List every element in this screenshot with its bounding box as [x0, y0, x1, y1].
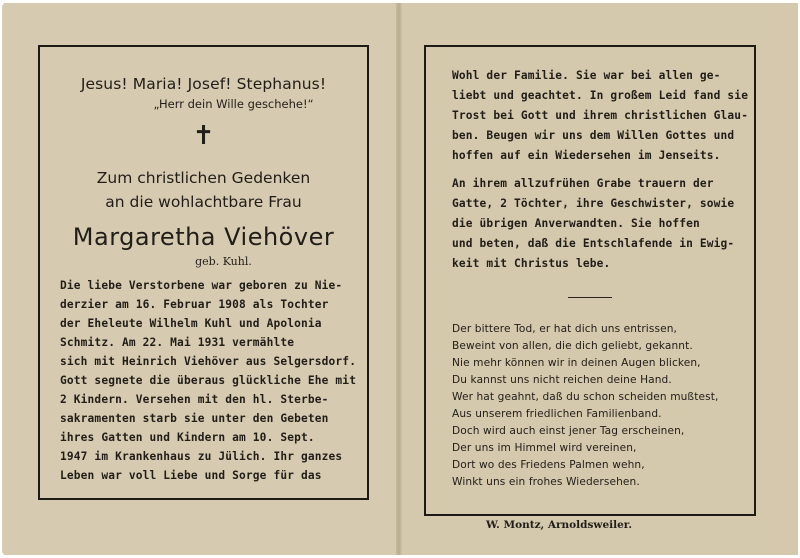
text-line: ben. Beugen wir uns dem Willen Gottes und [452, 129, 735, 142]
poem-line: Der uns im Himmel wird vereinen, [452, 442, 637, 454]
text-line: Gatte, 2 Töchter, ihre Geschwister, sowie [452, 197, 735, 210]
text-line: liebt und geachtet. In großem Leid fand sie [452, 89, 749, 102]
biography-line: derzier am 16. Februar 1908 als Tochter [60, 298, 329, 311]
text-line: und beten, daß die Entschlafende in Ewig- [452, 237, 735, 250]
poem-line: Winkt uns ein frohes Wiedersehen. [452, 476, 640, 488]
biography-line: sich mit Heinrich Viehöver aus Selgersdorf. [60, 355, 357, 368]
poem-line: Nie mehr können wir in deinen Augen blicken, [452, 357, 701, 369]
intro-line-1: Zum christlichen Gedenken [96, 169, 311, 187]
motto: „Herr dein Wille geschehe!“ [153, 97, 314, 111]
biography-line: ihres Gatten und Kindern am 10. Sept. [60, 431, 315, 444]
deceased-name: Margaretha Viehöver [72, 223, 335, 251]
poem-line: Dort wo des Friedens Palmen wehn, [452, 459, 645, 471]
poem-line: Beweint von allen, die dich geliebt, gekannt. [452, 340, 693, 352]
left-frame [38, 45, 369, 500]
poem-line: Aus unserem friedlichen Familienband. [452, 408, 662, 420]
card-fold [396, 3, 402, 555]
poem-line: Wer hat geahnt, daß du schon scheiden mußtest, [452, 391, 719, 403]
biography-line: Leben war voll Liebe und Sorge für das [60, 469, 322, 482]
intro-line-2: an die wohlachtbare Frau [105, 193, 302, 211]
text-line: keit mit Christus lebe. [452, 257, 611, 270]
text-line: Trost bei Gott und ihrem christlichen Glau- [452, 109, 749, 122]
right-frame [424, 45, 756, 516]
text-line: die übrigen Anverwandten. Sie hoffen [452, 217, 700, 230]
biography-line: 1947 im Krankenhaus zu Jülich. Ihr ganzes [60, 450, 343, 463]
poem-line: Der bittere Tod, er hat dich uns entrissen, [452, 323, 677, 335]
divider-rule [568, 297, 612, 298]
birth-name: geb. Kuhl. [195, 255, 252, 268]
biography-line: 2 Kindern. Versehen mit den hl. Sterbe- [60, 393, 329, 406]
greeting: Jesus! Maria! Josef! Stephanus! [80, 75, 327, 93]
printer-imprint: W. Montz, Arnoldsweiler. [486, 519, 633, 531]
biography-line: Gott segnete die überaus glückliche Ehe mit [60, 374, 357, 387]
text-line: Wohl der Familie. Sie war bei allen ge- [452, 69, 721, 82]
poem-line: Du kannst uns nicht reichen deine Hand. [452, 374, 672, 386]
biography-line: der Eheleute Wilhelm Kuhl und Apolonia [60, 317, 322, 330]
text-line: An ihrem allzufrühen Grabe trauern der [452, 177, 714, 190]
text-line: hoffen auf ein Wiedersehen im Jenseits. [452, 149, 721, 162]
biography-line: Schmitz. Am 22. Mai 1931 vermählte [60, 336, 295, 349]
biography-line: sakramenten starb sie unter den Gebeten [60, 412, 329, 425]
poem-line: Doch wird auch einst jener Tag erscheinen, [452, 425, 685, 437]
biography-line: Die liebe Verstorbene war geboren zu Nie- [60, 279, 343, 292]
cross-icon: ✝ [192, 121, 215, 151]
